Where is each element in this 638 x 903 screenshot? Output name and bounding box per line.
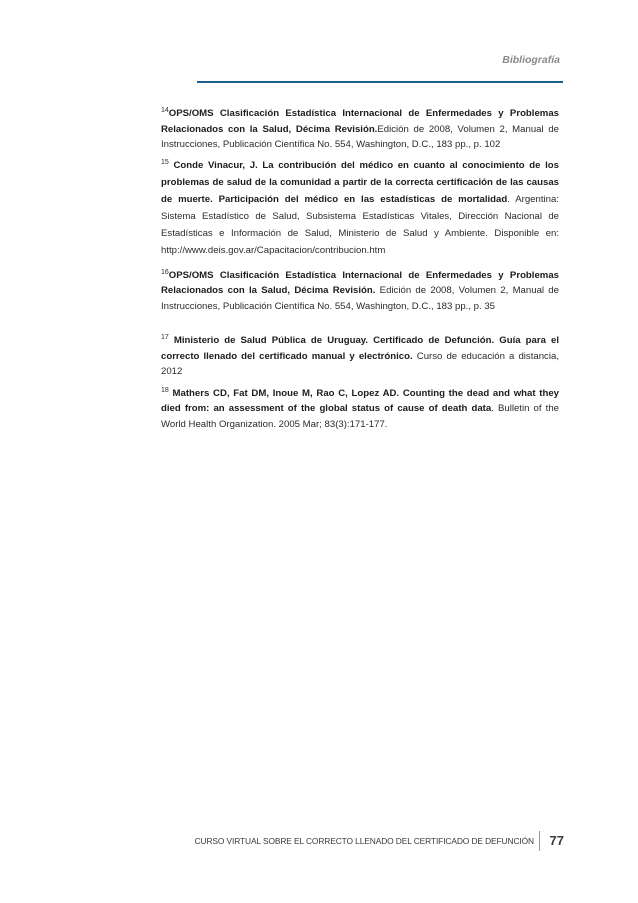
course-title: CURSO VIRTUAL SOBRE EL CORRECTO LLENADO DEL CERTIFICADO DE DEFUNCIÓN — [194, 836, 534, 846]
reference-number: 14 — [161, 106, 169, 114]
reference-title: OPS/OMS Clasificación Estadística Internacional de Enfermedades y Problemas Relacionados con la Salud, Décima Revisión. — [161, 269, 559, 296]
reference-title: Ministerio de Salud Pública de Uruguay. Certificado de Defunción. Guía para el correcto llenado del certificado manual y electrónico. — [161, 335, 559, 362]
reference-18 — [161, 386, 559, 433]
reference-details: . Argentina: Sistema Estadístico de Salud, Subsistema Estadísticas Vitales, Dirección Nacional de Estadísticas e Información de Salud, Ministerio de Salud y Ambiente. Disponible en: http://www.deis.gov.ar/Capacitacion/contribucion.htm — [161, 193, 559, 256]
reference-15 — [161, 157, 559, 259]
section-title: Bibliografía — [502, 54, 560, 66]
page-number: 77 — [549, 833, 564, 848]
reference-title: OPS/OMS Clasificación Estadística Internacional de Enfermedades y Problemas Relacionados con la Salud, Décima Revisión. — [161, 108, 559, 135]
reference-list — [161, 98, 559, 432]
reference-number: 17 — [161, 333, 169, 341]
reference-17 — [161, 333, 559, 380]
page-footer — [194, 831, 564, 851]
reference-number: 15 — [161, 158, 169, 166]
footer-divider — [539, 831, 540, 851]
reference-details: Curso de educación a distancia, 2012 — [161, 350, 559, 377]
reference-14 — [161, 106, 559, 153]
reference-number: 18 — [161, 386, 169, 394]
reference-title: Mathers CD, Fat DM, Inoue M, Rao C, Lopez AD. Counting the dead and what they died from: an assessment of the global status of cause of death data — [161, 387, 559, 414]
reference-number: 16 — [161, 268, 169, 276]
reference-details: Edición de 2008, Volumen 2, Manual de Instrucciones, Publicación Científica No. 554, Washington, D.C., 183 pp., p. 35 — [161, 285, 559, 312]
reference-title: Conde Vinacur, J. La contribución del médico en cuanto al conocimiento de los problemas de salud de la comunidad a partir de la correcta certificación de las causas de muerte. Participación del médico en las estadísticas de mortalidad — [161, 159, 559, 205]
reference-details: Edición de 2008, Volumen 2, Manual de Instrucciones, Publicación Científica No. 554, Washington, D.C., 183 pp., p. 102 — [161, 123, 559, 150]
reference-16 — [161, 268, 559, 315]
header-divider — [197, 81, 563, 83]
reference-details: . Bulletin of the World Health Organization. 2005 Mar; 83(3):171-177. — [161, 403, 559, 430]
